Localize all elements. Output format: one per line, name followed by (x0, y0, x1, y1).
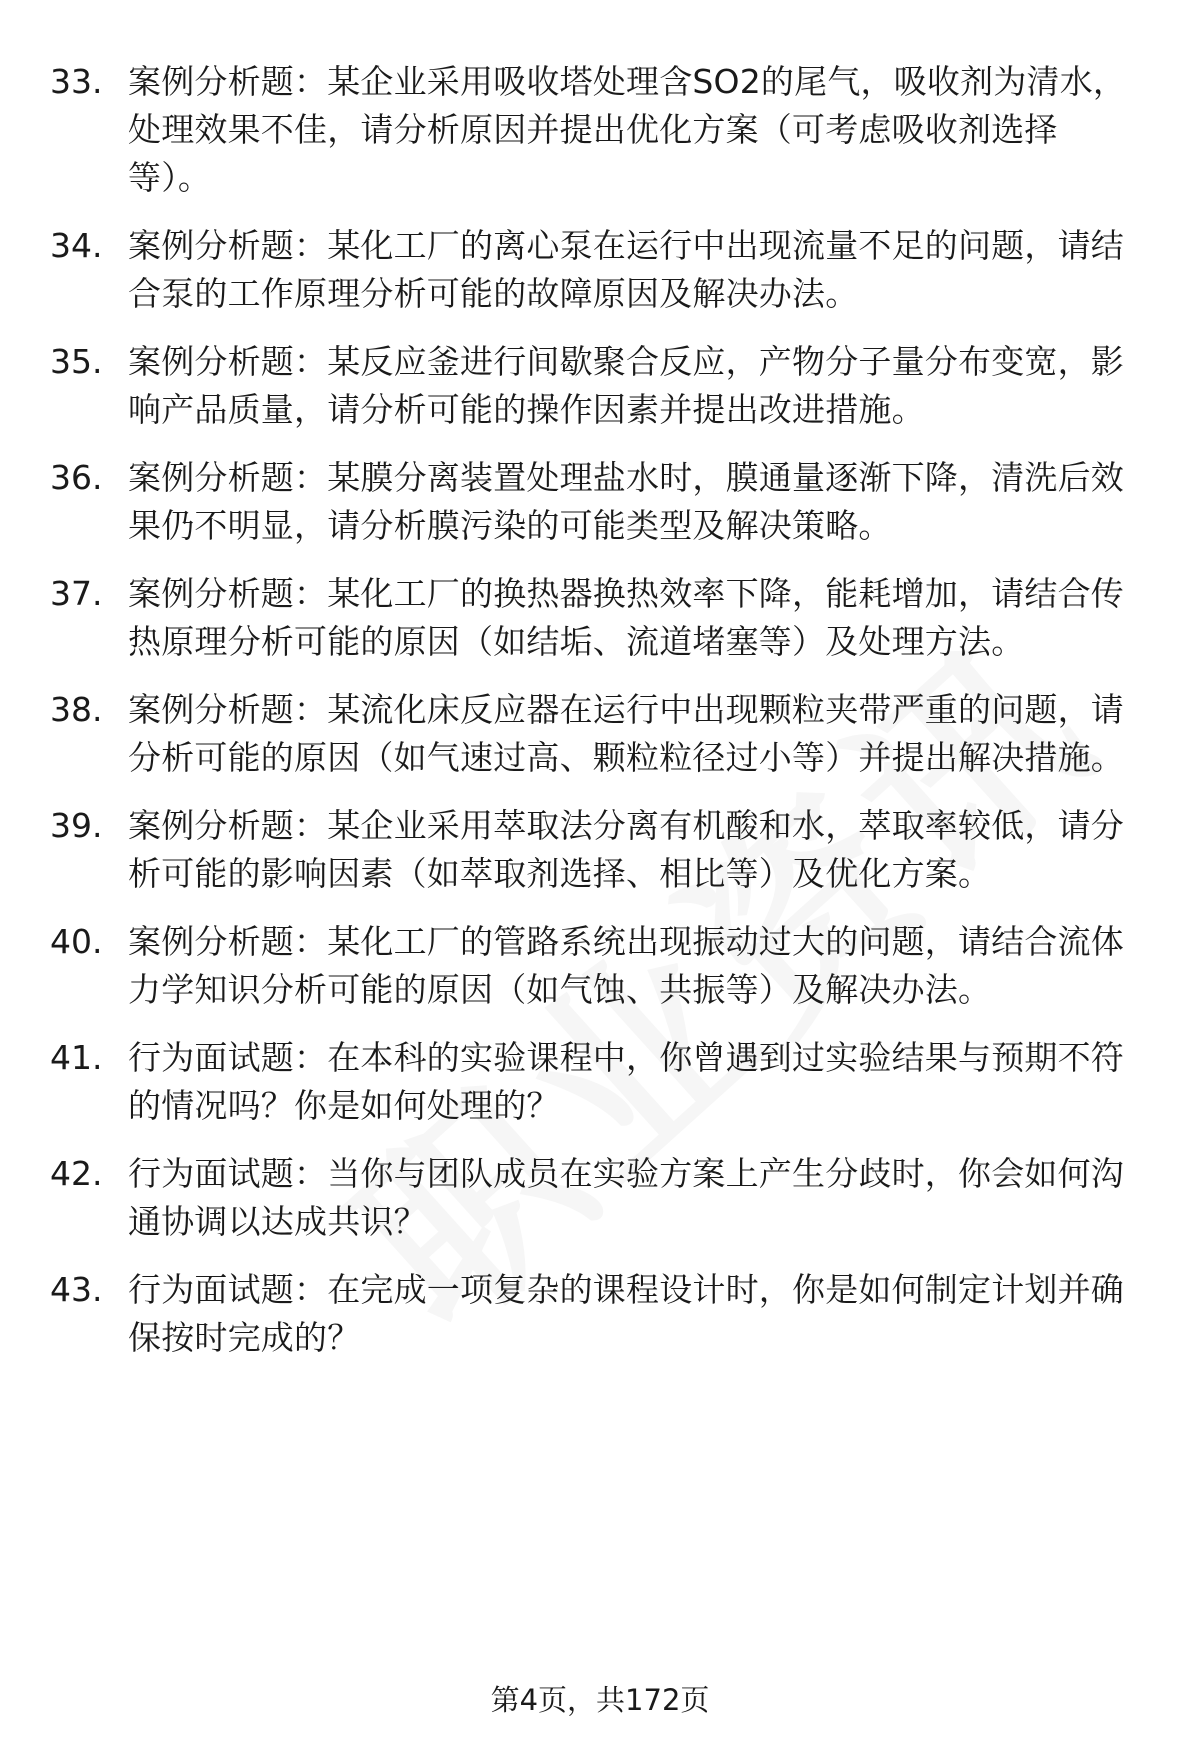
page-number-label: 第4页，共172页 (490, 1683, 710, 1717)
question-number: 42. (50, 1154, 103, 1193)
question-number: 34. (50, 226, 103, 265)
question-text: 案例分析题：某流化床反应器在运行中出现颗粒夹带严重的问题，请分析可能的原因（如气速过高、颗粒粒径过小等）并提出解决措施。 (128, 690, 1124, 777)
question-item (50, 570, 1140, 666)
question-text: 行为面试题：在完成一项复杂的课程设计时，你是如何制定计划并确保按时完成的？ (128, 1270, 1124, 1357)
question-text: 案例分析题：某反应釜进行间歇聚合反应，产物分子量分布变宽，影响产品质量，请分析可能的操作因素并提出改进措施。 (128, 342, 1124, 429)
question-text: 案例分析题：某化工厂的离心泵在运行中出现流量不足的问题，请结合泵的工作原理分析可能的故障原因及解决办法。 (128, 226, 1124, 313)
question-number: 37. (50, 574, 103, 613)
question-item (50, 222, 1140, 318)
question-number: 38. (50, 690, 103, 729)
question-item (50, 58, 1140, 202)
question-text: 行为面试题：在本科的实验课程中，你曾遇到过实验结果与预期不符的情况吗？你是如何处理的？ (128, 1038, 1124, 1125)
question-item (50, 338, 1140, 434)
question-item (50, 918, 1140, 1014)
question-item (50, 1034, 1140, 1130)
question-item (50, 686, 1140, 782)
question-text: 案例分析题：某企业采用萃取法分离有机酸和水，萃取率较低，请分析可能的影响因素（如萃取剂选择、相比等）及优化方案。 (128, 806, 1124, 893)
question-number: 40. (50, 922, 103, 961)
page-footer (0, 1680, 1200, 1720)
question-number: 33. (50, 62, 103, 101)
question-item (50, 1150, 1140, 1246)
question-item (50, 802, 1140, 898)
question-number: 35. (50, 342, 103, 381)
question-number: 41. (50, 1038, 103, 1077)
question-text: 案例分析题：某企业采用吸收塔处理含SO2的尾气，吸收剂为清水，处理效果不佳，请分析原因并提出优化方案（可考虑吸收剂选择等）。 (128, 62, 1127, 197)
question-item (50, 454, 1140, 550)
question-list (50, 58, 1140, 1382)
question-text: 案例分析题：某膜分离装置处理盐水时，膜通量逐渐下降，清洗后效果仍不明显，请分析膜污染的可能类型及解决策略。 (128, 458, 1124, 545)
question-number: 36. (50, 458, 103, 497)
question-item (50, 1266, 1140, 1362)
question-number: 43. (50, 1270, 103, 1309)
question-text: 案例分析题：某化工厂的管路系统出现振动过大的问题，请结合流体力学知识分析可能的原因（如气蚀、共振等）及解决办法。 (128, 922, 1124, 1009)
question-number: 39. (50, 806, 103, 845)
question-text: 案例分析题：某化工厂的换热器换热效率下降，能耗增加，请结合传热原理分析可能的原因（如结垢、流道堵塞等）及处理方法。 (128, 574, 1124, 661)
question-text: 行为面试题：当你与团队成员在实验方案上产生分歧时，你会如何沟通协调以达成共识？ (128, 1154, 1124, 1241)
